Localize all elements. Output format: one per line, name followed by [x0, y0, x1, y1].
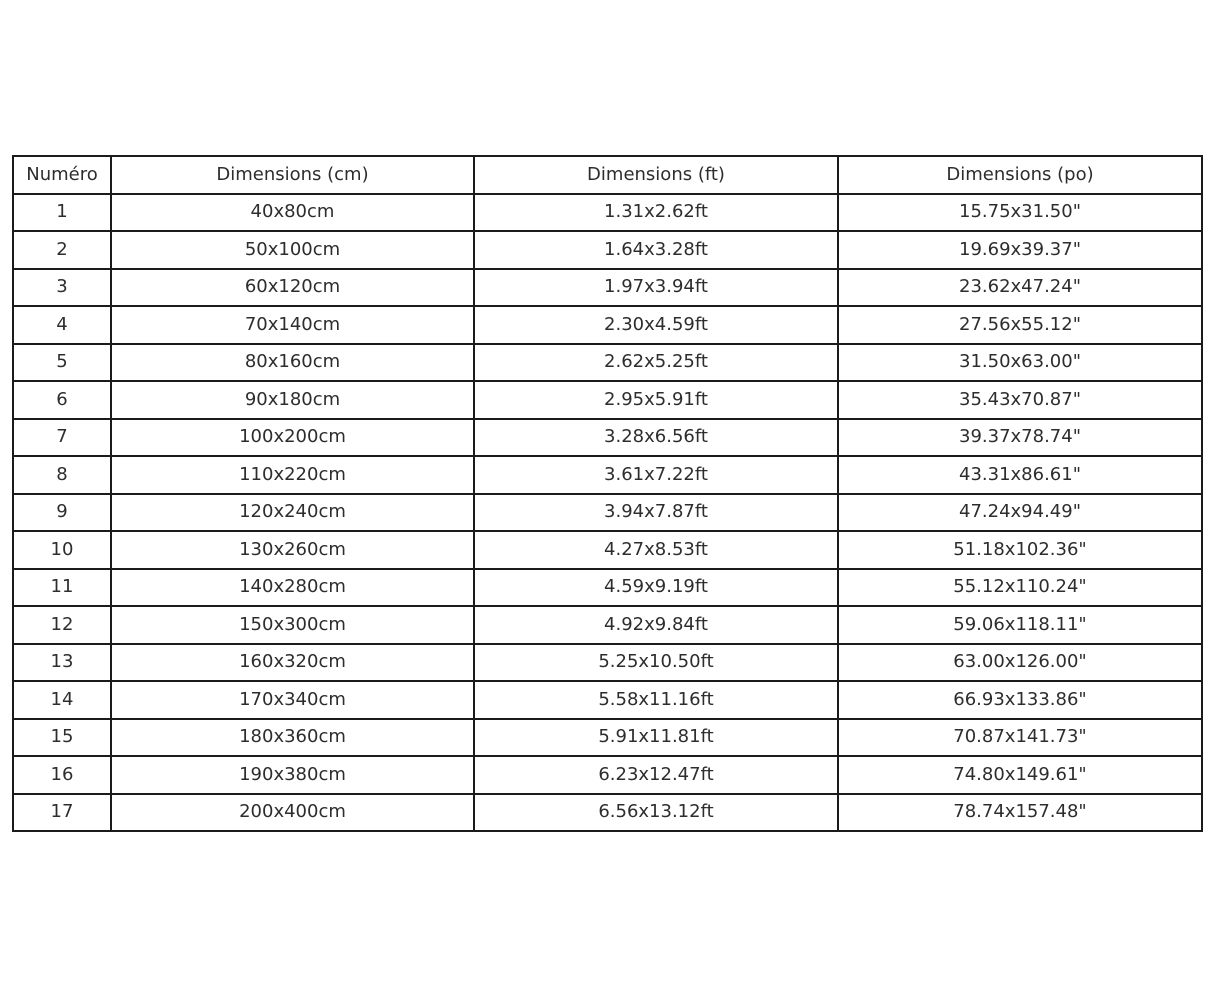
table-cell: 35.43x70.87" — [838, 381, 1202, 419]
table-cell: 12 — [13, 606, 111, 644]
table-row — [13, 194, 1202, 232]
table-cell: 3 — [13, 269, 111, 307]
table-cell: 5 — [13, 344, 111, 382]
table-cell: 5.58x11.16ft — [474, 681, 838, 719]
table-cell: 5.25x10.50ft — [474, 644, 838, 682]
column-header: Numéro — [13, 156, 111, 194]
header-row — [13, 156, 1202, 194]
column-header: Dimensions (cm) — [111, 156, 474, 194]
table-cell: 63.00x126.00" — [838, 644, 1202, 682]
table-row — [13, 681, 1202, 719]
table-cell: 27.56x55.12" — [838, 306, 1202, 344]
table-cell: 7 — [13, 419, 111, 457]
table-cell: 66.93x133.86" — [838, 681, 1202, 719]
dimensions-table — [12, 155, 1203, 832]
table-cell: 78.74x157.48" — [838, 794, 1202, 832]
table-row — [13, 494, 1202, 532]
table-cell: 1 — [13, 194, 111, 232]
table-cell: 3.61x7.22ft — [474, 456, 838, 494]
table-cell: 4.59x9.19ft — [474, 569, 838, 607]
table-cell: 47.24x94.49" — [838, 494, 1202, 532]
column-header: Dimensions (ft) — [474, 156, 838, 194]
table-row — [13, 531, 1202, 569]
table-cell: 17 — [13, 794, 111, 832]
table-cell: 110x220cm — [111, 456, 474, 494]
table-row — [13, 269, 1202, 307]
table-row — [13, 419, 1202, 457]
column-header: Dimensions (po) — [838, 156, 1202, 194]
table-cell: 170x340cm — [111, 681, 474, 719]
table-cell: 19.69x39.37" — [838, 231, 1202, 269]
table-cell: 50x100cm — [111, 231, 474, 269]
table-row — [13, 569, 1202, 607]
table-body — [13, 194, 1202, 832]
table-cell: 70x140cm — [111, 306, 474, 344]
table-cell: 31.50x63.00" — [838, 344, 1202, 382]
table-cell: 4 — [13, 306, 111, 344]
table-cell: 2 — [13, 231, 111, 269]
table-cell: 120x240cm — [111, 494, 474, 532]
table-cell: 90x180cm — [111, 381, 474, 419]
table-cell: 1.31x2.62ft — [474, 194, 838, 232]
table-cell: 2.62x5.25ft — [474, 344, 838, 382]
table-row — [13, 606, 1202, 644]
table-cell: 23.62x47.24" — [838, 269, 1202, 307]
table-cell: 16 — [13, 756, 111, 794]
table-cell: 51.18x102.36" — [838, 531, 1202, 569]
table-cell: 9 — [13, 494, 111, 532]
table-cell: 10 — [13, 531, 111, 569]
table-cell: 130x260cm — [111, 531, 474, 569]
table-cell: 1.64x3.28ft — [474, 231, 838, 269]
table-cell: 5.91x11.81ft — [474, 719, 838, 757]
table-row — [13, 794, 1202, 832]
table-cell: 6 — [13, 381, 111, 419]
table-cell: 15.75x31.50" — [838, 194, 1202, 232]
table-cell: 4.27x8.53ft — [474, 531, 838, 569]
table-cell: 60x120cm — [111, 269, 474, 307]
table-cell: 4.92x9.84ft — [474, 606, 838, 644]
table-cell: 40x80cm — [111, 194, 474, 232]
table-cell: 8 — [13, 456, 111, 494]
table-cell: 1.97x3.94ft — [474, 269, 838, 307]
table-cell: 2.30x4.59ft — [474, 306, 838, 344]
table-cell: 74.80x149.61" — [838, 756, 1202, 794]
table-cell: 39.37x78.74" — [838, 419, 1202, 457]
table-row — [13, 381, 1202, 419]
table-cell: 80x160cm — [111, 344, 474, 382]
table-cell: 3.94x7.87ft — [474, 494, 838, 532]
table-row — [13, 306, 1202, 344]
table-cell: 3.28x6.56ft — [474, 419, 838, 457]
table-cell: 6.56x13.12ft — [474, 794, 838, 832]
table-row — [13, 344, 1202, 382]
table-cell: 70.87x141.73" — [838, 719, 1202, 757]
table-cell: 200x400cm — [111, 794, 474, 832]
table-cell: 15 — [13, 719, 111, 757]
table-row — [13, 231, 1202, 269]
table-cell: 55.12x110.24" — [838, 569, 1202, 607]
table-cell: 14 — [13, 681, 111, 719]
table-cell: 59.06x118.11" — [838, 606, 1202, 644]
table-cell: 190x380cm — [111, 756, 474, 794]
table-row — [13, 456, 1202, 494]
table-cell: 11 — [13, 569, 111, 607]
table-row — [13, 719, 1202, 757]
table-row — [13, 644, 1202, 682]
table-cell: 160x320cm — [111, 644, 474, 682]
table-cell: 2.95x5.91ft — [474, 381, 838, 419]
table-row — [13, 756, 1202, 794]
table-cell: 150x300cm — [111, 606, 474, 644]
table-cell: 6.23x12.47ft — [474, 756, 838, 794]
table-cell: 13 — [13, 644, 111, 682]
table-cell: 43.31x86.61" — [838, 456, 1202, 494]
table-cell: 140x280cm — [111, 569, 474, 607]
table-cell: 100x200cm — [111, 419, 474, 457]
table-cell: 180x360cm — [111, 719, 474, 757]
